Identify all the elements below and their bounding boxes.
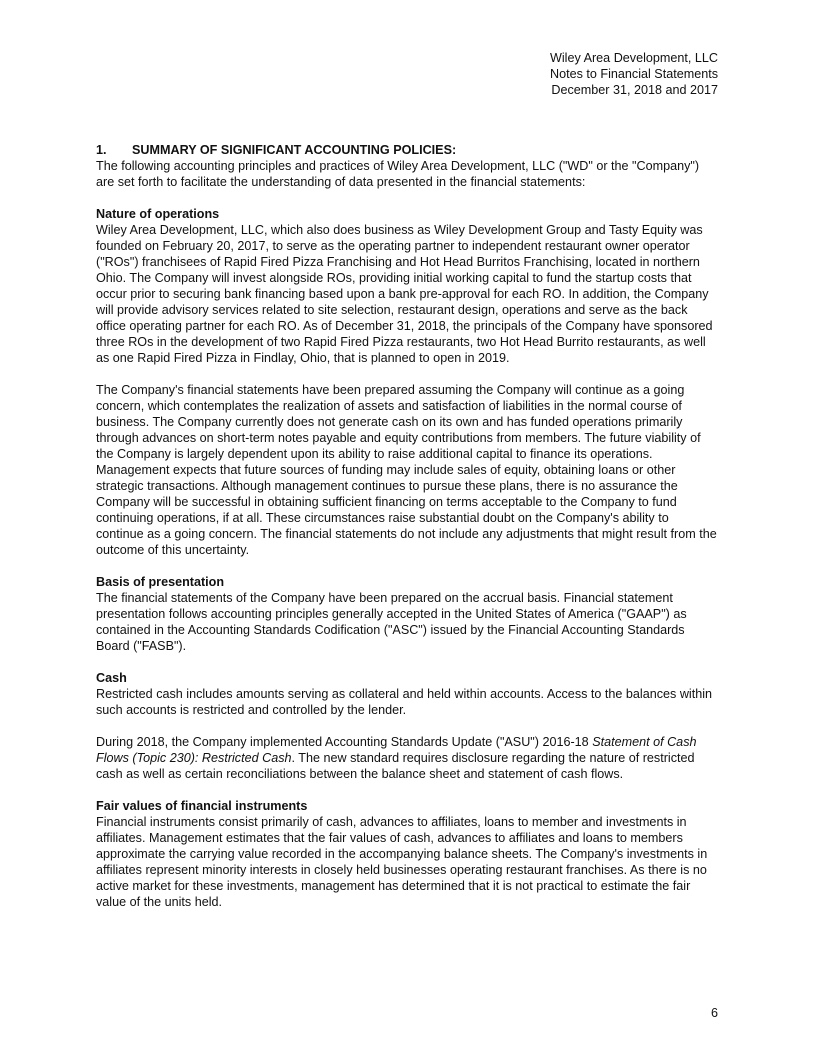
nature-heading: Nature of operations [96, 207, 220, 221]
basis-heading: Basis of presentation [96, 575, 225, 589]
section-number: 1. [96, 143, 107, 157]
fair-values-paragraph: Financial instruments consist primarily of cash, advances to affiliates, loans to member and investments in affiliates. Management estimates that the fair values of cash, advances to affiliates and loans to members approximate the carrying value recorded in the accompanying balance sheets. The Company's investments in affiliates represent minority interests in closely held businesses operating restaurant franchises. As there is no active market for these investments, management has determined that it is not practical to estimate the fair value of the units held. [96, 815, 708, 909]
asu-title: Statement of Cash Flows (Topic 230): Restricted Cash [96, 735, 697, 765]
basis-paragraph: The financial statements of the Company have been prepared on the accrual basis. Financial statement presentation follows accounting principles generally accepted in the United States of America ("GAAP") as contained in the Accounting Standards Codification ("ASC") issued by the Financial Accounting Standards Board ("FASB"). [96, 591, 687, 653]
notes-body [96, 142, 718, 926]
section-title: SUMMARY OF SIGNIFICANT ACCOUNTING POLICIES: [132, 143, 457, 157]
cash-paragraph-2 [96, 734, 718, 782]
section-heading [96, 142, 718, 158]
document-title: Notes to Financial Statements [550, 67, 718, 81]
cash-paragraph-1: Restricted cash includes amounts serving as collateral and held within accounts. Access to the balances within such accounts is restricted and controlled by the lender. [96, 687, 713, 717]
page-number: 6 [710, 1006, 718, 1020]
company-name: Wiley Area Development, LLC [550, 51, 718, 65]
going-concern-paragraph: The Company's financial statements have been prepared assuming the Company will continue as a going concern, which contemplates the realization of assets and satisfaction of liabilities in the normal course of business. The Company currently does not generate cash on its own and has funded operations primarily through advances on short-term notes payable and equity contributions from members. The future viability of the Company is largely dependent upon its ability to raise additional capital to finance its operations. Management expects that future sources of funding may include sales of equity, obtaining loans or other strategic transactions. Although management continues to pursue these plans, there is no assurance the Company will be successful in obtaining sufficient financing on terms acceptable to the Company to fund continuing operations, if at all. These circumstances raise substantial doubt on the Company's ability to continue as a going concern. The financial statements do not include any adjustments that might result from the outcome of this uncertainty. [96, 383, 717, 557]
nature-paragraph-1: Wiley Area Development, LLC, which also does business as Wiley Development Group and Tasty Equity was founded on February 20, 2017, to serve as the operating partner to independent restaurant owner operator ("ROs") franchisees of Rapid Fired Pizza Franchising and Hot Head Burritos Franchising, located in northern Ohio. The Company will invest alongside ROs, providing initial working capital to fund the startup costs that occur prior to securing bank financing based upon a bank pre-approval for each RO. In addition, the Company will provide advisory services related to site selection, restaurant design, operations and serve as the back office operating partner for each RO. As of December 31, 2018, the principals of the Company have sponsored three ROs in the development of two Rapid Fired Pizza restaurants, two Hot Head Burrito restaurants, as well as one Rapid Fired Pizza in Findlay, Ohio, that is planned to open in 2019. [96, 223, 713, 365]
fair-values-heading: Fair values of financial instruments [96, 799, 308, 813]
cash-paragraph-2-end: . The new standard requires disclosure regarding the nature of restricted cash as well as certain reconciliations between the balance sheet and statement of cash flows. [96, 751, 695, 781]
cash-paragraph-2-start: During 2018, the Company implemented Accounting Standards Update ("ASU") 2016-18 [96, 735, 593, 749]
section-intro: The following accounting principles and practices of Wiley Area Development, LLC ("WD" or the "Company") are set forth to facilitate the understanding of data presented in the financial statements: [96, 159, 700, 189]
page-header [550, 50, 718, 98]
report-period: December 31, 2018 and 2017 [551, 83, 718, 97]
cash-heading: Cash [96, 671, 127, 685]
